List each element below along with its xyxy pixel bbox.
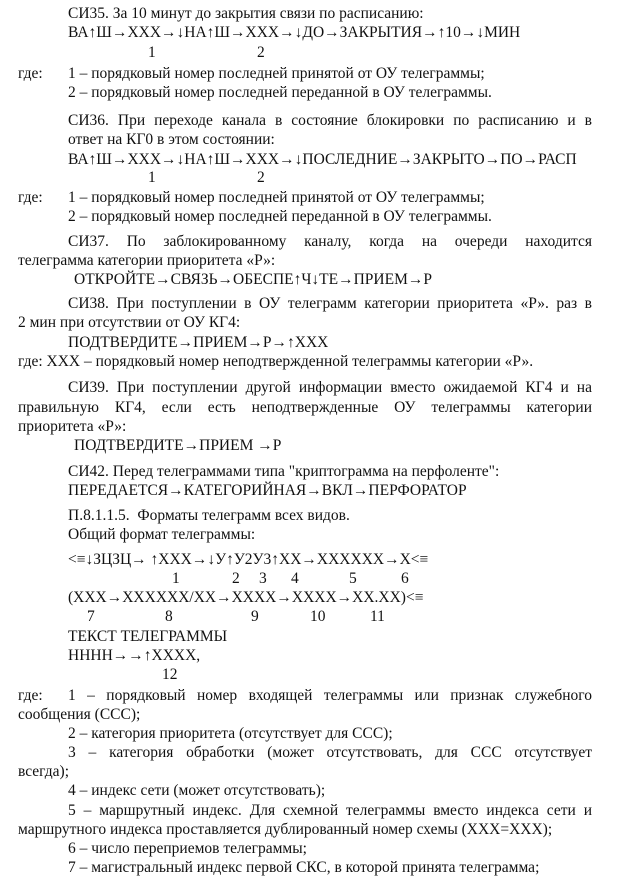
si35-format: ВА↑Ш→ХХХ→↓НА↑Ш→ХХХ→↓ДО→ЗАКРЫТИЯ→↑10→↓МИН <box>68 24 521 41</box>
p8-mark-11: 11 <box>370 608 385 625</box>
si36-format: ВА↑Ш→ХХХ→↓НА↑Ш→ХХХ→↓ПОСЛЕДНИЕ→ЗАКРЫТО→ПО→РАСП <box>68 151 577 168</box>
p8-note-7: 7 – магистральный индекс первой СКС, в которой принята телеграмма; <box>68 859 540 876</box>
si35-mark-2: 2 <box>257 44 265 61</box>
si37-title-line2: телеграмма категории приоритета «Р»: <box>18 252 276 269</box>
si38-note: где: ХХХ – порядковый номер неподтвержденной телеграммы категории «Р». <box>18 353 534 370</box>
p8-note-1: 1 – порядковый номер входящей телеграммы или признак служебного <box>68 687 592 704</box>
si36-note-1: 1 – порядковый номер последней принятой от ОУ телеграммы; <box>68 189 485 206</box>
p8-note-1-cont: сообщения (ССС); <box>18 706 141 723</box>
si35-mark-1: 1 <box>148 44 156 61</box>
p8-note-6: 6 – число переприемов телеграммы; <box>68 840 307 857</box>
p8-end-line: НННН→→↑ХХХХ, <box>68 647 201 664</box>
si35-note-1: 1 – порядковый номер последней принятой от ОУ телеграммы; <box>68 65 485 82</box>
si35-title: СИ35. За 10 минут до закрытия связи по расписанию: <box>68 5 424 22</box>
si36-mark-2: 2 <box>257 169 265 186</box>
p8-mark-3: 3 <box>259 570 267 587</box>
p8-mark-5: 5 <box>349 570 357 587</box>
si36-title-line2: ответ на КГ0 в этом состоянии: <box>68 131 275 148</box>
si42-title: СИ42. Перед телеграммами типа "криптограмма на перфоленте": <box>68 463 500 480</box>
p8-mark-7: 7 <box>87 608 95 625</box>
p8-note-3-cont: всегда); <box>18 763 69 780</box>
si37-title-line1: СИ37. По заблокированному каналу, когда на очереди находится <box>68 233 592 250</box>
p8-mark-9: 9 <box>251 608 259 625</box>
p8-note-5-cont: маршрутного индекса проставляется дублированный номер схемы (ХХХ=ХХХ); <box>18 821 553 838</box>
p8-text-line: ТЕКСТ ТЕЛЕГРАММЫ <box>68 628 228 645</box>
p8-note-3: 3 – категория обработки (может отсутствовать, для ССС отсутствует <box>68 744 592 761</box>
p8-note-5: 5 – маршрутный индекс. Для схемной телеграммы вместо индекса сети и <box>68 802 592 819</box>
si38-title-line2: 2 мин при отсутствии от ОУ КГ4: <box>18 314 241 331</box>
p8-format-line2: (ХХХ→ХХХХХХ/ХХ→ХХХХ→ХХХХ→ХХ.ХХ)<≡ <box>68 589 424 606</box>
p8-mark-8: 8 <box>165 608 173 625</box>
si38-format: ПОДТВЕРДИТЕ→ПРИЕМ→Р→↑ХХХ <box>68 334 329 351</box>
si42-format: ПЕРЕДАЕТСЯ→КАТЕГОРИЙНАЯ→ВКЛ→ПЕРФОРАТОР <box>68 482 467 499</box>
p8-note-2: 2 – категория приоритета (отсутствует для ССС); <box>68 725 393 742</box>
si36-mark-1: 1 <box>148 169 156 186</box>
p8-where-label: где: <box>18 687 43 704</box>
p8-format-line1: <≡↓ЗЦЗЦ→ ↑ХХХ→↓У↑У2У3↑ХХ→ХХХХХХ→Х<≡ <box>68 551 429 568</box>
si39-title-line3: приоритета «Р»: <box>18 418 127 435</box>
si36-where-label: где: <box>18 189 43 206</box>
si39-title-line1: СИ39. При поступлении другой информации вместо ожидаемой КГ4 и на <box>68 379 592 396</box>
si35-where-label: где: <box>18 65 43 82</box>
si37-format: ОТКРОЙТЕ→СВЯЗЬ→ОБЕСПЕ↑Ч↓ТЕ→ПРИЕМ→Р <box>74 271 432 288</box>
si35-note-2: 2 – порядковый номер последней переданной в ОУ телеграммы. <box>68 84 492 101</box>
p8-mark-1: 1 <box>172 570 180 587</box>
si38-title-line1: СИ38. При поступлении в ОУ телеграмм категории приоритета «Р». раз в <box>68 295 592 312</box>
p8-mark-4: 4 <box>291 570 299 587</box>
si36-note-2: 2 – порядковый номер последней переданной в ОУ телеграммы. <box>68 208 492 225</box>
si39-title-line2: правильную КГ4, если есть неподтвержденные ОУ телеграммы категории <box>18 399 592 416</box>
p8-subheading: Общий формат телеграммы: <box>68 526 256 543</box>
p8-mark-12: 12 <box>162 666 178 683</box>
p8-heading: П.8.1.1.5. Форматы телеграмм всех видов. <box>68 507 350 524</box>
p8-note-4: 4 – индекс сети (может отсутствовать); <box>68 782 326 799</box>
p8-mark-10: 10 <box>310 608 326 625</box>
p8-mark-6: 6 <box>401 570 409 587</box>
si39-format: ПОДТВЕРДИТЕ→ПРИЕМ →Р <box>74 437 282 454</box>
p8-mark-2: 2 <box>232 570 240 587</box>
si36-title-line1: СИ36. При переходе канала в состояние блокировки по расписанию и в <box>68 112 592 129</box>
